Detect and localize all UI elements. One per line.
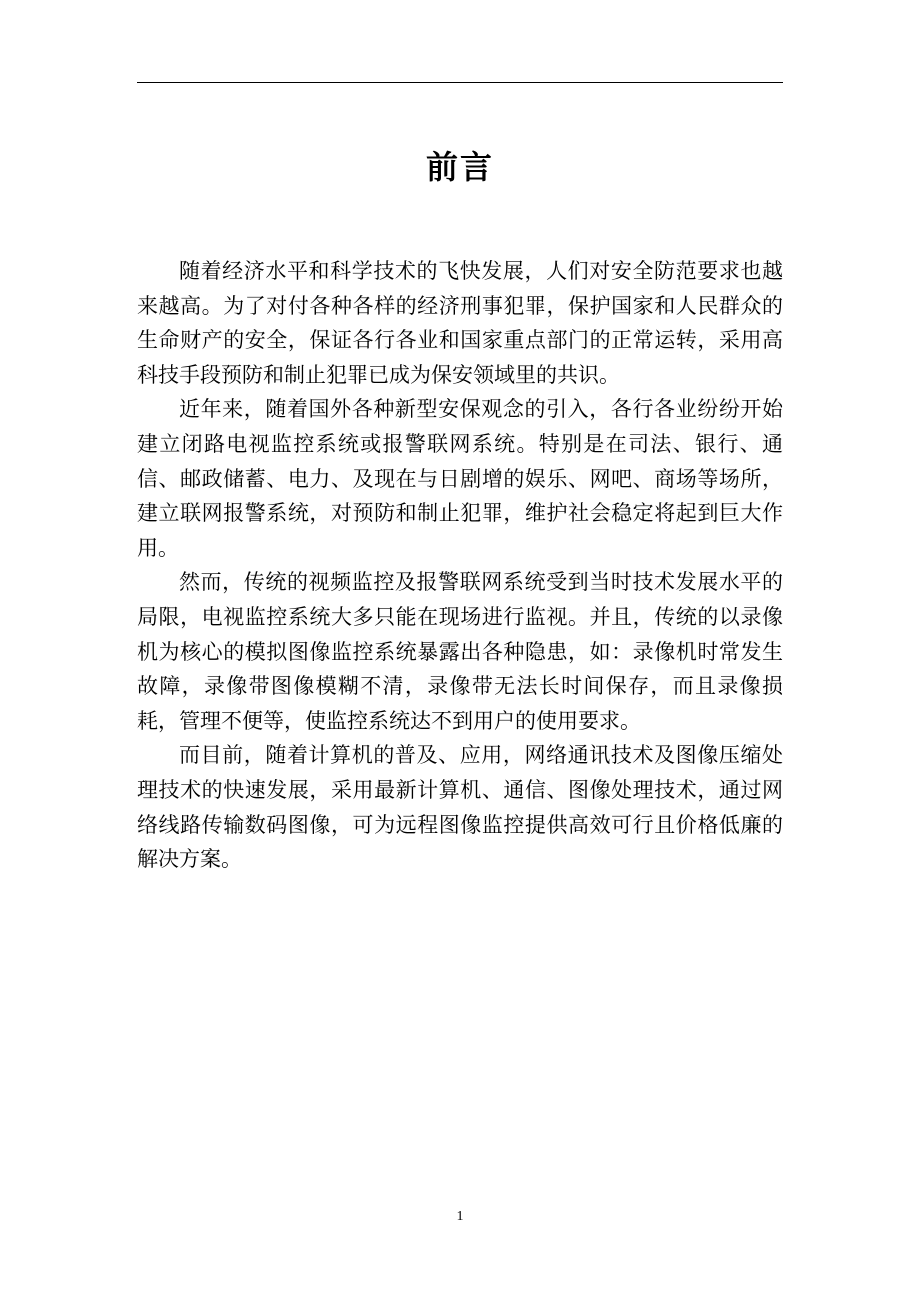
paragraph-1: 随着经济水平和科学技术的飞快发展，人们对安全防范要求也越来越高。为了对付各种各样的经济刑事犯罪，保护国家和人民群众的生命财产的安全，保证各行各业和国家重点部门的正常运转，采用高科技手段预防和制止犯罪已成为保安领域里的共识。 [137,259,783,387]
page-number: 1 [456,1209,464,1224]
paragraph-3: 然而，传统的视频监控及报警联网系统受到当时技术发展水平的局限，电视监控系统大多只能在现场进行监视。并且，传统的以录像机为核心的模拟图像监控系统暴露出各种隐患，如：录像机时常发生故障，录像带图像模糊不清，录像带无法长时间保存，而且录像损耗，管理不便等，使监控系统达不到用户的使用要求。 [137,570,783,733]
page-title: 前言 [425,148,494,186]
body-text [137,254,783,877]
paragraph-4: 而目前，随着计算机的普及、应用，网络通讯技术及图像压缩处理技术的快速发展，采用最新计算机、通信、图像处理技术，通过网络线路传输数码图像，可为远程图像监控提供高效可行且价格低廉的解决方案。 [137,743,783,872]
header-rule [137,82,783,83]
paragraph-2: 近年来，随着国外各种新型安保观念的引入，各行各业纷纷开始建立闭路电视监控系统或报警联网系统。特别是在司法、银行、通信、邮政储蓄、电力、及现在与日剧增的娱乐、网吧、商场等场所，建立联网报警系统，对预防和制止犯罪，维护社会稳定将起到巨大作用。 [137,397,783,560]
